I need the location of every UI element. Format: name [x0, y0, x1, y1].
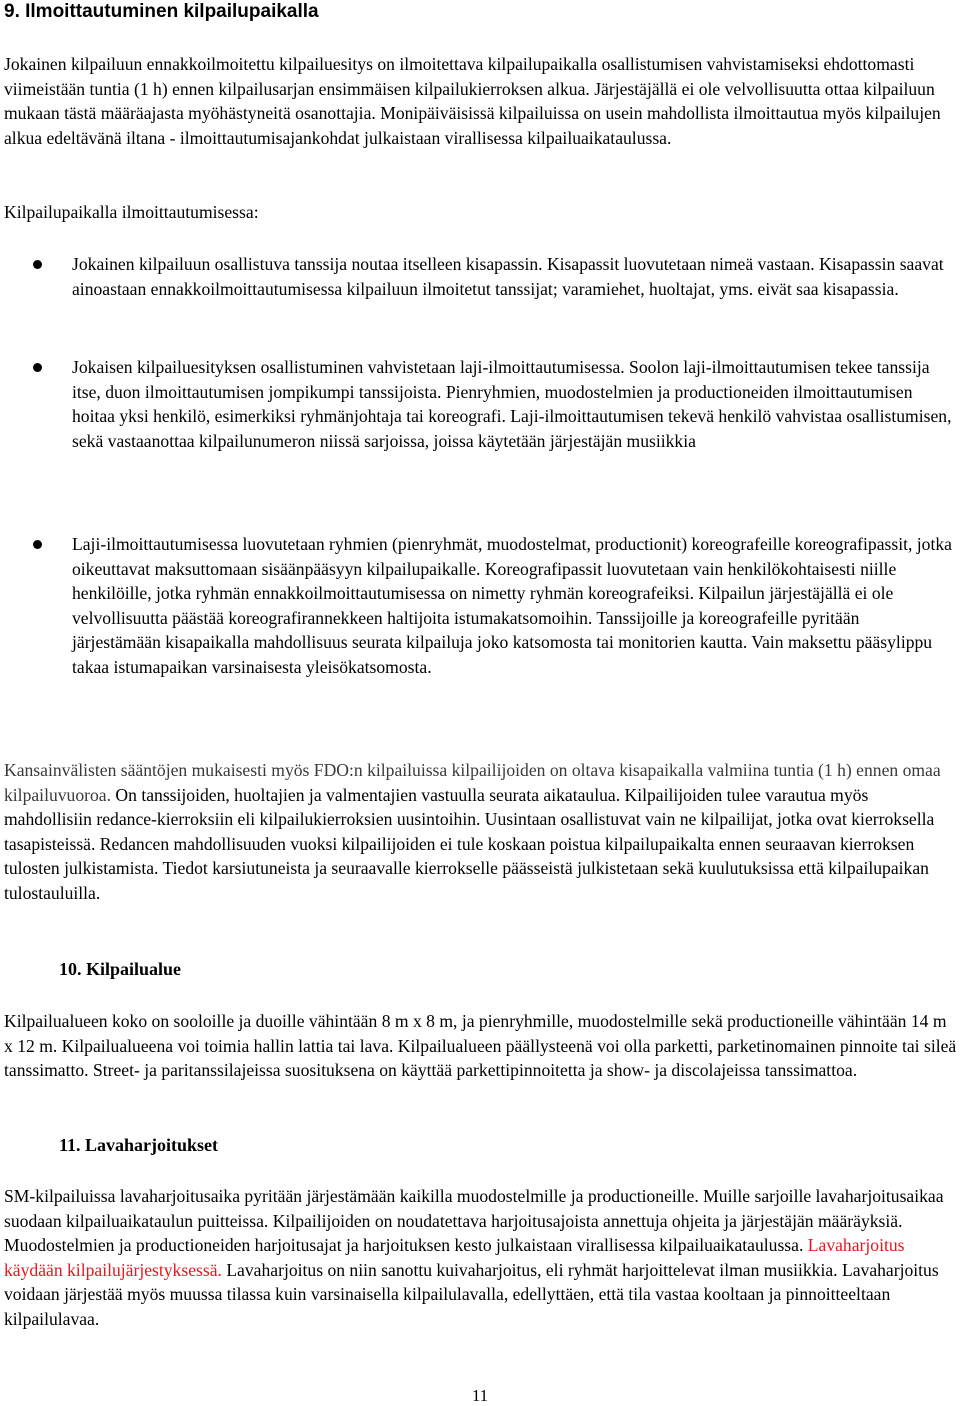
international-rules-text-b: On tanssijoiden, huoltajien ja valmentajien vastuulla seurata aikataulua. Kilpailijoiden tulee varautua myös mahdollisiin redance-kierroksiin eli kilpailukierroksien uusintoihin. Uusintaan osallistuvat vain ne kilpailijat, jotka ovat kierroksella tasapisteissä. Redancen mahdollisuuden vuoksi kilpailijoiden ei tule koskaan poistua kilpailupaikalta ennen seuraavan kierroksen tulosten julkistamista. Tiedot karsiutuneista ja seuraavalle kierrokselle päässeistä julkistetaan sekä kuulutuksissa että kilpailupaikan tulostauluilla.: [4, 784, 935, 903]
international-rules-text: Kansainvälisten sääntöjen mukaisesti myös FDO:n kilpailuissa kilpailijoiden on oltava kisapaikalla valmiina tuntia (1 h) ennen omaa kilpailuvuoroa.: [4, 760, 941, 805]
section-9-intro-paragraph: [4, 52, 959, 150]
section-11-body: [4, 1184, 959, 1332]
page-number: 11: [471, 1386, 489, 1405]
bullet-item-kisapassi: Jokainen kilpailuun osallistuva tanssija noutaa itselleen kisapassin. Kisapassit luovutetaan nimeä vastaan. Kisapassin saavat ainoastaan ennakkoilmoittautumisessa kilpailuun ilmoitetut tanssijat; varamiehet, huoltajat, yms. eivät saa kisapassia.: [72, 254, 944, 299]
bullet-item-laji-ilmoittautuminen: Jokaisen kilpailuesityksen osallistuminen vahvistetaan laji-ilmoittautumisessa. Soolon laji-ilmoittautumisen tekee tanssija itse, duon ilmoittautumisen jompikumpi tanssijoista. Pienryhmien, muodostelmien ja productioneiden ilmoittautumisen hoitaa yksi henkilö, esimerkiksi ryhmänjohtaja tai koreografi. Laji-ilmoittautumisen tekevä henkilö vahvistaa osallistumisen, sekä vastaanottaa kilpailunumeron niissä sarjoissa, joissa käytetään järjestäjän musiikkia: [72, 357, 952, 451]
section-10-body: Kilpailualueen koko on sooloille ja duoille vähintään 8 m x 8 m, ja pienryhmille, muodostelmille sekä productioneille vähintään 14 m x 12 m. Kilpailualueena voi toimia hallin lattia tai lava. Kilpailualueen päällysteenä voi olla parketti, parketinomainen pinnoite tai sileä tanssimatto. Street- ja paritanssilajeissa suosituksena on käyttää parkettipinnoitetta ja show- ja discolajeissa tanssimattoa.: [4, 1011, 957, 1081]
section-11-heading: 11. Lavaharjoitukset: [59, 1135, 219, 1155]
section-9-heading: 9. Ilmoittautuminen kilpailupaikalla: [4, 1, 319, 22]
section-10-heading: 10. Kilpailualue: [59, 959, 182, 979]
section-9-list-intro: Kilpailupaikalla ilmoittautumisessa:: [4, 202, 259, 222]
bullet-item-koreografipassit: Laji-ilmoittautumisessa luovutetaan ryhmien (pienryhmät, muodostelmat, productionit) koreografeille koreografipassit, jotka oikeuttavat maksuttomaan sisäänpääsyyn kilpailupaikalle. Koreografipassit luovutetaan vain henkilökohtaisesti niille henkilöille, jotka ryhmän ennakkoilmoittautumisessa on nimetty ryhmän koreografeiksi. Kilpailun järjestäjällä ei ole velvollisuutta päästää koreografirannekkeen haltijoita istumakatsomoihin. Tanssijoille ja koreografeille pyritään järjestämään kisapaikalla mahdollisuus seurata kilpailuja joko katsomosta tai monitorien kautta. Vain maksettu pääsylippu takaa istumapaikan varsinaisesta yleisökatsomosta.: [72, 534, 952, 677]
bullet-icon: [33, 363, 42, 372]
section-11-body-text-b: Lavaharjoitus on niin sanottu kuivaharjoitus, eli ryhmät harjoittelevat ilman musiikkia. Lavaharjoitus voidaan järjestää myös muussa tilassa kuin varsinaisella kilpailulavalla, edellyttäen, että tila vastaa kooltaan ja pinnoitteeltaan kilpailulavaa.: [4, 1259, 939, 1329]
section-9-intro-text-b: Monipäiväisissä kilpailuissa on usein mahdollista ilmoittautua myös kilpailujen alkua edeltävänä iltana - ilmoittautumisajankohdat julkaistaan virallisessa kilpailuaikataulussa.: [4, 103, 941, 148]
section-9-international-paragraph: [4, 758, 959, 906]
section-11-red-note: Lavaharjoitus käydään kilpailujärjestyksessä.: [4, 1235, 905, 1280]
section-11-body-text-a: SM-kilpailuissa lavaharjoitusaika pyritään järjestämään kaikilla muodostelmille ja productioneille. Muille sarjoille lavaharjoitusaikaa suodaan kilpailuaikataulun puitteissa. Kilpailijoiden on noudatettava harjoitusajoista annettuja ohjeita ja järjestäjän määräyksiä. Muodostelmien ja productioneiden harjoitusajat ja harjoituksen kesto julkaistaan virallisessa kilpailuaikataulussa.: [4, 1186, 944, 1256]
bullet-icon: [33, 540, 42, 549]
bullet-icon: [33, 260, 42, 269]
section-9-intro-text: Jokainen kilpailuun ennakkoilmoitettu kilpailuesitys on ilmoitettava kilpailupaikalla osallistumisen vahvistamiseksi ehdottomasti viimeistään tuntia (1 h) ennen kilpailusarjan ensimmäisen kilpailukierroksen alkua. Järjestäjällä ei ole velvollisuutta ottaa kilpailuun mukaan tästä määräajasta myöhästyneitä osanottajia.: [4, 54, 935, 124]
